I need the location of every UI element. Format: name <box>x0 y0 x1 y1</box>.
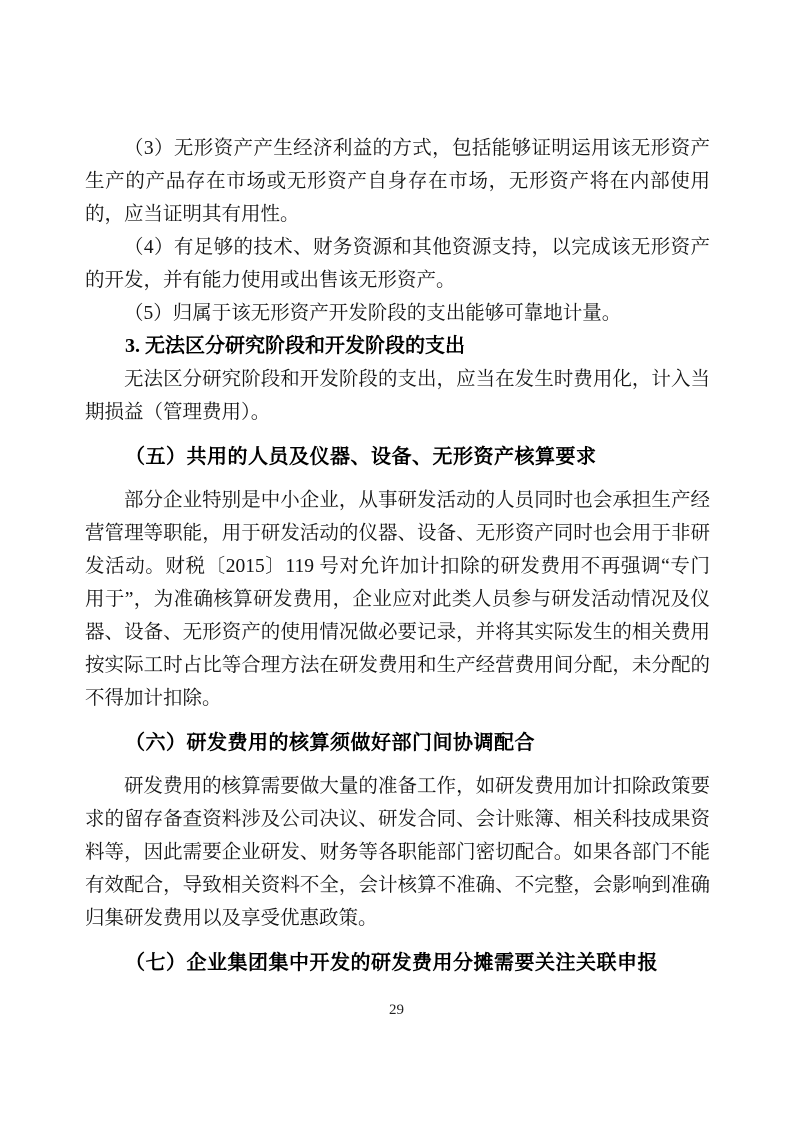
paragraph-item-5: （5）归属于该无形资产开发阶段的支出能够可靠地计量。 <box>124 303 622 324</box>
paragraph-section-6-body: 研发费用的核算需要做大量的准备工作，如研发费用加计扣除政策要求的留存备查资料涉及公司决议、研发合同、会计账簿、相关科技成果资料等，因此需要企业研发、财务等各职能部门密切配合。如果各部门不能有效配合，导致相关资料不全，会计核算不准确、不完整，会影响到准确归集研发费用以及享受优惠政策。 <box>85 776 710 929</box>
paragraph-item-4: （4）有足够的技术、财务资源和其他资源支持，以完成该无形资产的开发，并有能力使用或出售该无形资产。 <box>85 237 710 291</box>
page-number: 29 <box>389 1002 404 1018</box>
paragraph-expense-rule: 无法区分研究阶段和开发阶段的支出，应当在发生时费用化，计入当期损益（管理费用）。 <box>85 369 710 423</box>
section-heading-7: （七）企业集团集中开发的研发费用分摊需要关注关联申报 <box>125 952 658 974</box>
section-heading-5: （五）共用的人员及仪器、设备、无形资产核算要求 <box>125 446 597 468</box>
numbered-heading-3: 3. 无法区分研究阶段和开发阶段的支出 <box>125 335 465 357</box>
paragraph-item-3: （3）无形资产产生经济利益的方式，包括能够证明运用该无形资产生产的产品存在市场或无形资产自身存在市场，无形资产将在内部使用的，应当证明其有用性。 <box>85 138 710 225</box>
text-content <box>85 132 710 990</box>
paragraph-section-5-body: 部分企业特别是中小企业，从事研发活动的人员同时也会承担生产经营管理等职能，用于研发活动的仪器、设备、无形资产同时也会用于非研发活动。财税〔2015〕119 号对允许加计扣除的研发费用不再强调“专门用于”，为准确核算研发费用，企业应对此类人员参与研发活动情况及仪器、设备、无形资产的使用情况做必要记录，并将其实际发生的相关费用按实际工时占比等合理方法在研发费用和生产经营费用间分配，未分配的不得加计扣除。 <box>85 490 710 709</box>
section-heading-6: （六）研发费用的核算须做好部门间协调配合 <box>125 732 535 754</box>
